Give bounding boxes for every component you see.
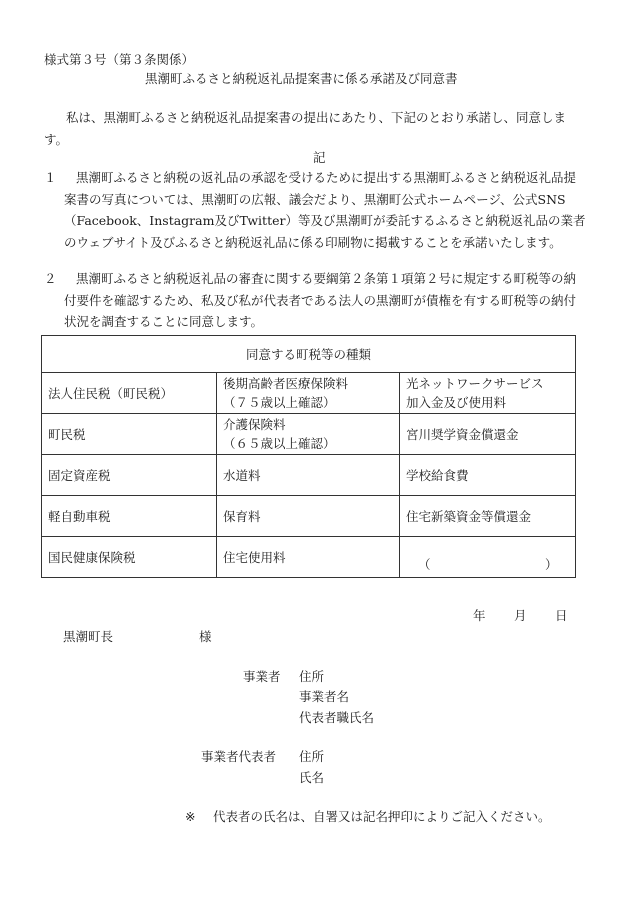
item-number: １ bbox=[44, 170, 57, 185]
cell-line: 光ネットワークサービス bbox=[406, 376, 544, 391]
business-name-label: 事業者名 bbox=[299, 689, 350, 704]
open-paren: （ bbox=[418, 557, 431, 572]
cell-line: 後期高齢者医療保険料 bbox=[223, 376, 349, 391]
table-cell: 法人住民税（町民税） bbox=[42, 373, 217, 414]
signature-note: 代表者の氏名は、自署又は記名押印によりご記入ください。 bbox=[213, 809, 551, 824]
table-cell bbox=[217, 414, 400, 455]
ki-heading: 記 bbox=[313, 150, 326, 165]
table-header: 同意する町税等の種類 bbox=[42, 336, 576, 373]
addressee: 黒潮町長 bbox=[63, 629, 114, 644]
cell-line: （７５歳以上確認） bbox=[223, 395, 336, 410]
table-row bbox=[42, 496, 576, 537]
representative-name-label: 氏名 bbox=[299, 770, 325, 785]
table-cell: 住宅使用料 bbox=[217, 537, 400, 578]
date-year: 年 bbox=[473, 608, 486, 623]
table-cell: 国民健康保険税 bbox=[42, 537, 217, 578]
tax-types-table bbox=[41, 335, 576, 578]
cell-line: 介護保険料 bbox=[223, 417, 286, 432]
cell-line: （６５歳以上確認） bbox=[223, 436, 336, 451]
close-paren: ） bbox=[545, 557, 558, 572]
representative-label: 事業者代表者 bbox=[201, 749, 277, 764]
intro-paragraph: 私は、黒潮町ふるさと納税返礼品提案書の提出にあたり、下記のとおり承諾し、同意します。 bbox=[44, 110, 567, 147]
business-address-label: 住所 bbox=[299, 669, 325, 684]
date-month: 月 bbox=[514, 608, 527, 623]
table-row bbox=[42, 373, 576, 414]
table-cell: 住宅新築資金等償還金 bbox=[400, 496, 576, 537]
item-text: 黒潮町ふるさと納税の返礼品の承認を受けるために提出する黒潮町ふるさと納税返礼品提案書の写真については、黒潮町の広報、議会だより、黒潮町公式ホームページ、公式SNS（Facebook、Instagram及びTwitter）等及び黒潮町が委託するふるさと納税返礼品の業者のウェブサイト及びふるさと納税返礼品に係る印刷物に掲載することを承諾いたします。 bbox=[64, 170, 586, 250]
table-cell: 町民税 bbox=[42, 414, 217, 455]
table-cell: 水道料 bbox=[217, 455, 400, 496]
note-mark: ※ bbox=[185, 809, 196, 824]
table-cell: 固定資産税 bbox=[42, 455, 217, 496]
table-row bbox=[42, 537, 576, 578]
item-number: ２ bbox=[44, 271, 57, 286]
cell-line: 加入金及び使用料 bbox=[406, 395, 507, 410]
item-text: 黒潮町ふるさと納税返礼品の審査に関する要綱第２条第１項第２号に規定する町税等の納付要件を確認するため、私及び私が代表者である法人の黒潮町が債権を有する町税等の納付状況を調査することに同意します。 bbox=[64, 271, 577, 329]
document-title: 黒潮町ふるさと納税返礼品提案書に係る承諾及び同意書 bbox=[145, 71, 458, 86]
table-cell bbox=[400, 373, 576, 414]
business-rep-label: 代表者職氏名 bbox=[299, 710, 375, 725]
table-cell: 保育料 bbox=[217, 496, 400, 537]
date-day: 日 bbox=[555, 608, 568, 623]
table-cell: 軽自動車税 bbox=[42, 496, 217, 537]
table-cell: 宮川奨学資金償還金 bbox=[400, 414, 576, 455]
form-number: 様式第３号（第３条関係） bbox=[44, 52, 195, 67]
addressee-honorific: 様 bbox=[199, 629, 212, 644]
table-row bbox=[42, 414, 576, 455]
table-cell: 学校給食費 bbox=[400, 455, 576, 496]
table-row bbox=[42, 455, 576, 496]
representative-address-label: 住所 bbox=[299, 749, 325, 764]
table-cell bbox=[217, 373, 400, 414]
business-label: 事業者 bbox=[243, 669, 281, 684]
